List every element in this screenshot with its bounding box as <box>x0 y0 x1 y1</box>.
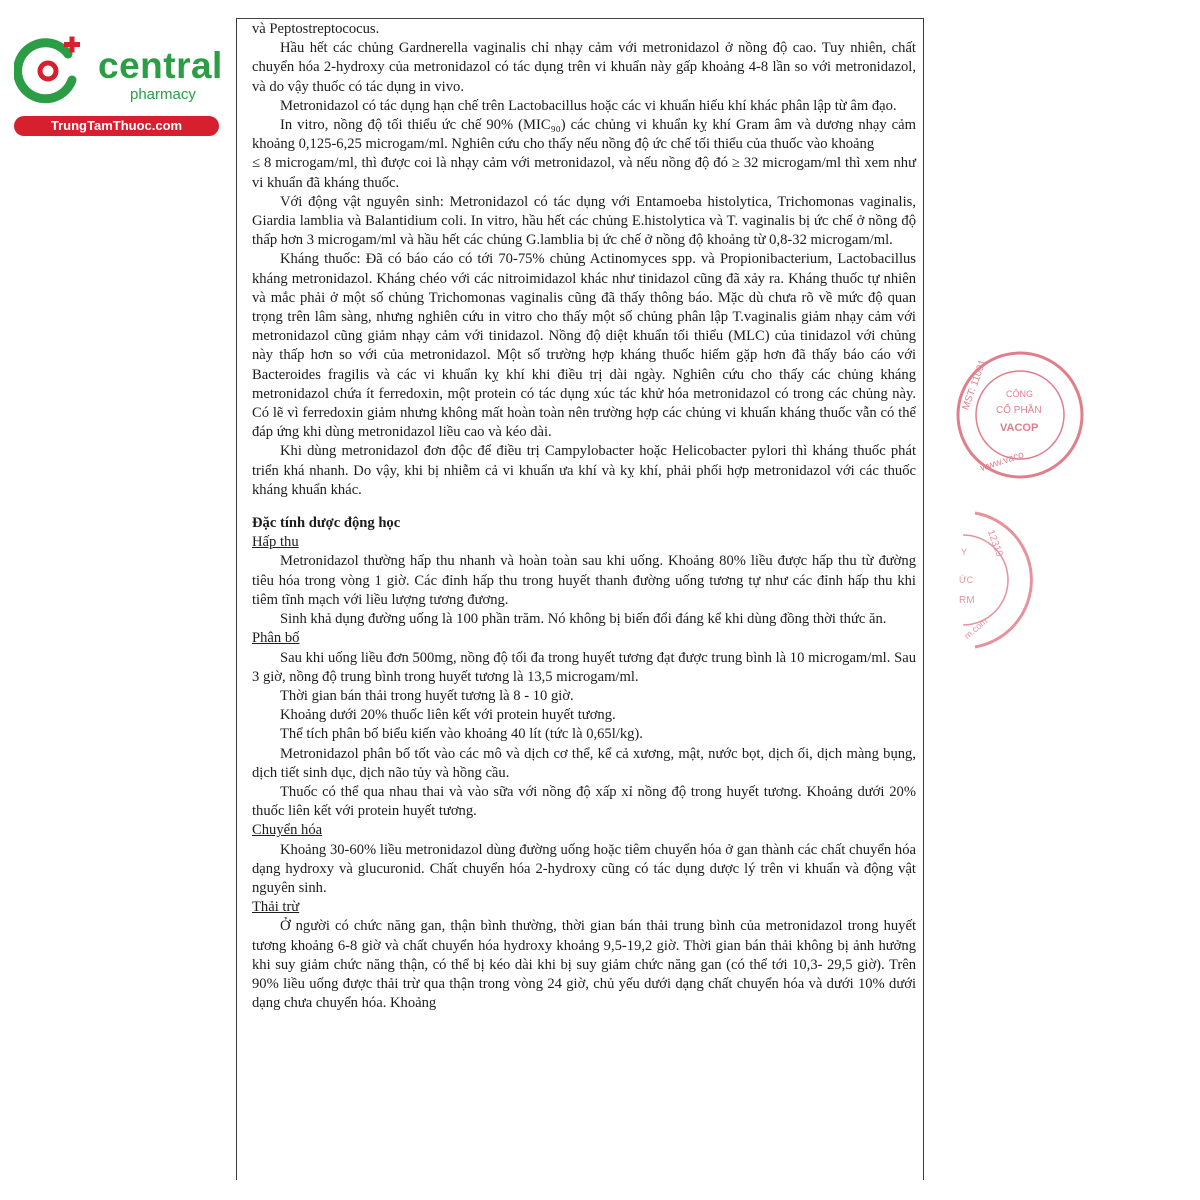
paragraph: Thời gian bán thải trong huyết tương là 8 - 10 giờ. <box>280 687 574 704</box>
paragraph: ≤ 8 microgam/ml, thì được coi là nhạy cảm với metronidazol, và nếu nồng độ đó ≥ 32 microgam/ml thì xem như vi khuẩn đã kháng thuốc. <box>252 155 916 191</box>
paragraph: In vitro, nồng độ tối thiểu ức chế 90% (MIC₉₀) các chủng vi khuẩn kỵ khí Gram âm và dương nhạy cảm khoảng 0,125-6,25 microgam/ml. Nghiên cứu cho thấy nếu nồng độ ức chế tối thiểu của thuốc vào khoảng <box>252 117 916 153</box>
paragraph: Sau khi uống liều đơn 500mg, nồng độ tối đa trong huyết tương đạt được trung bình là 10 microgam/ml. Sau 3 giờ, nồng độ trung bình trong huyết tương là 13,5 microgam/ml. <box>252 649 916 685</box>
paragraph: Khoảng dưới 20% thuốc liên kết với protein huyết tương. <box>280 707 616 724</box>
paragraph: và Peptostreptococus. <box>252 21 380 37</box>
stamp-text: ỨC <box>959 575 974 585</box>
paragraph: Metronidazol có tác dụng hạn chế trên Lactobacillus hoặc các vi khuẩn hiếu khí khác phân lập từ âm đạo. <box>280 97 897 114</box>
stamp-text: Y <box>961 547 968 557</box>
stamp-text: CÔNG <box>1006 389 1033 399</box>
paragraph: Sinh khả dụng đường uống là 100 phần trăm. Nó không bị biến đổi đáng kể khi dùng đồng thời thức ăn. <box>280 611 887 628</box>
brand-name: central <box>98 45 223 86</box>
company-seal-stamp <box>950 345 1090 485</box>
central-logo-icon <box>14 36 84 106</box>
paragraph: Khoảng 30-60% liều metronidazol dùng đường uống hoặc tiêm chuyển hóa ở gan thành các chất chuyển hóa dạng hydroxy và glucuronid. Chất chuyển hóa 2-hydroxy cũng có tác dụng dược lý trên vi khuẩn và động vật nguyên sinh. <box>252 841 916 896</box>
stamp-text: CỔ PHẦN <box>996 405 1042 416</box>
paragraph: Với động vật nguyên sinh: Metronidazol có tác dụng với Entamoeba histolytica, Trichomonas vaginalis, Giardia lamblia và Balantidium coli. In vitro, hầu hết các chủng E.histolytica và T. vaginalis bị ức chế ở nồng độ thấp hơn 3 microgam/ml và hầu hết các chủng G.lamblia bị ức chế ở nồng độ khoảng từ 0,8-32 microgam/ml. <box>252 193 916 249</box>
stamp-text: m.com <box>962 615 990 641</box>
section-heading: Đặc tính dược động học <box>252 515 401 532</box>
paragraph: Kháng thuốc: Đã có báo cáo có tới 70-75% chủng Actinomyces spp. và Propionibacterium, Lactobacillus kháng metronidazol. Kháng chéo với các nitroimidazol khác như tinidazol cũng đã xảy ra. Kháng thuốc tự nhiên và mắc phải ở một số chủng Trichomonas vaginalis cũng đã thấy thông báo. Mặc dù chưa rõ về mức độ quan trọng trên lâm sàng, nhưng nghiên cứu in vitro cho thấy một số chủng phân lập T.vaginalis giảm nhạy cảm với metronidazol cũng giảm nhạy cảm với tinidazol. Nồng độ diệt khuẩn tối thiểu (MLC) của tinidazol với chủng này thấp hơn so với của metronidazol. Một số trường hợp kháng thuốc hiếm gặp hơn đã thấy báo cáo với Bacteroides fragilis và các vi khuẩn kỵ khí khi điều trị dài ngày. Nghiên cứu cho thấy các chủng kháng metronidazol chứa ít ferredoxin, một protein có tác dụng xúc tác khử hóa metronidazol có trong các chủng này. Có lẽ vì ferredoxin giảm nhưng không mất hoàn toàn nên trường hợp các chủng vi khuẩn kháng thuốc vẫn có thể đáp ứng khi dùng metronidazol liều cao và kéo dài. <box>252 251 916 441</box>
stamp-text: VACOP <box>1000 422 1039 434</box>
paragraph: Hầu hết các chủng Gardnerella vaginalis chỉ nhạy cảm với metronidazol ở nồng độ cao. Tuy nhiên, chất chuyển hóa 2-hydroxy của metronidazol có tác dụng trên vi khuẩn này gấp khoảng 4-8 lần so với metronidazol, và do vậy thuốc có tác dụng in vivo. <box>252 40 916 95</box>
stamp-text: 12319 <box>984 528 1005 559</box>
subsection-heading: Chuyển hóa <box>252 822 323 839</box>
paragraph: Ở người có chức năng gan, thận bình thường, thời gian bán thải trung bình của metronidazol trong huyết tương khoảng 6-8 giờ và chất chuyển hóa hydroxy khoảng 9,5-19,2 giờ. Thời gian bán thải không bị ảnh hưởng khi suy giảm chức năng thận, có thể bị kéo dài khi bị suy giảm chức năng gan (có thể tới 10,3- 29,5 giờ). Trên 90% liều uống được thải trừ qua thận trong vòng 24 giờ, chủ yếu dưới dạng chất chuyển hóa và dưới 10% dưới dạng chưa chuyển hóa. Khoảng <box>252 918 916 1012</box>
subsection-heading: Hấp thu <box>252 534 299 551</box>
brand-subtitle: pharmacy <box>130 86 196 103</box>
company-seal-stamp <box>955 505 1045 655</box>
paragraph: Thuốc có thể qua nhau thai và vào sữa với nồng độ xấp xỉ nồng độ trong huyết tương. Khoảng dưới 20% thuốc liên kết với protein huyết tương. <box>252 783 916 820</box>
paragraph: Thể tích phân bố biểu kiến vào khoảng 40 lít (tức là 0,65l/kg). <box>280 726 643 743</box>
paragraph: Metronidazol phân bố tốt vào các mô và dịch cơ thể, kể cả xương, mật, nước bọt, dịch ối, dịch màng bụng, dịch tiết sinh dục, dịch não tủy và hồng cầu. <box>252 745 916 781</box>
subsection-heading: Thải trừ <box>252 899 300 916</box>
stamp-text: MST: 11001 <box>960 358 989 412</box>
stamp-text: www.vaco <box>979 449 1026 474</box>
brand-logo[interactable] <box>10 36 225 136</box>
document-content <box>252 20 916 1013</box>
paragraph: Metronidazol thường hấp thu nhanh và hoàn toàn sau khi uống. Khoảng 80% liều được hấp thu từ đường tiêu hóa trong vòng 1 giờ. Các đỉnh hấp thu trong huyết thanh đường uống tương tự như các đỉnh hấp thu khi tiêm tĩnh mạch với liều lượng tương đương. <box>252 553 916 608</box>
paragraph: Khi dùng metronidazol đơn độc để điều trị Campylobacter hoặc Helicobacter pylori thì kháng thuốc phát triển khá nhanh. Do vậy, khi bị nhiễm cả vi khuẩn ưa khí và kỵ khí, phải phối hợp metronidazol với các thuốc kháng khuẩn khác. <box>252 443 916 498</box>
stamp-text: RM <box>959 595 975 606</box>
subsection-heading: Phân bố <box>252 630 300 647</box>
brand-site-badge: TrungTamThuoc.com <box>14 116 219 136</box>
